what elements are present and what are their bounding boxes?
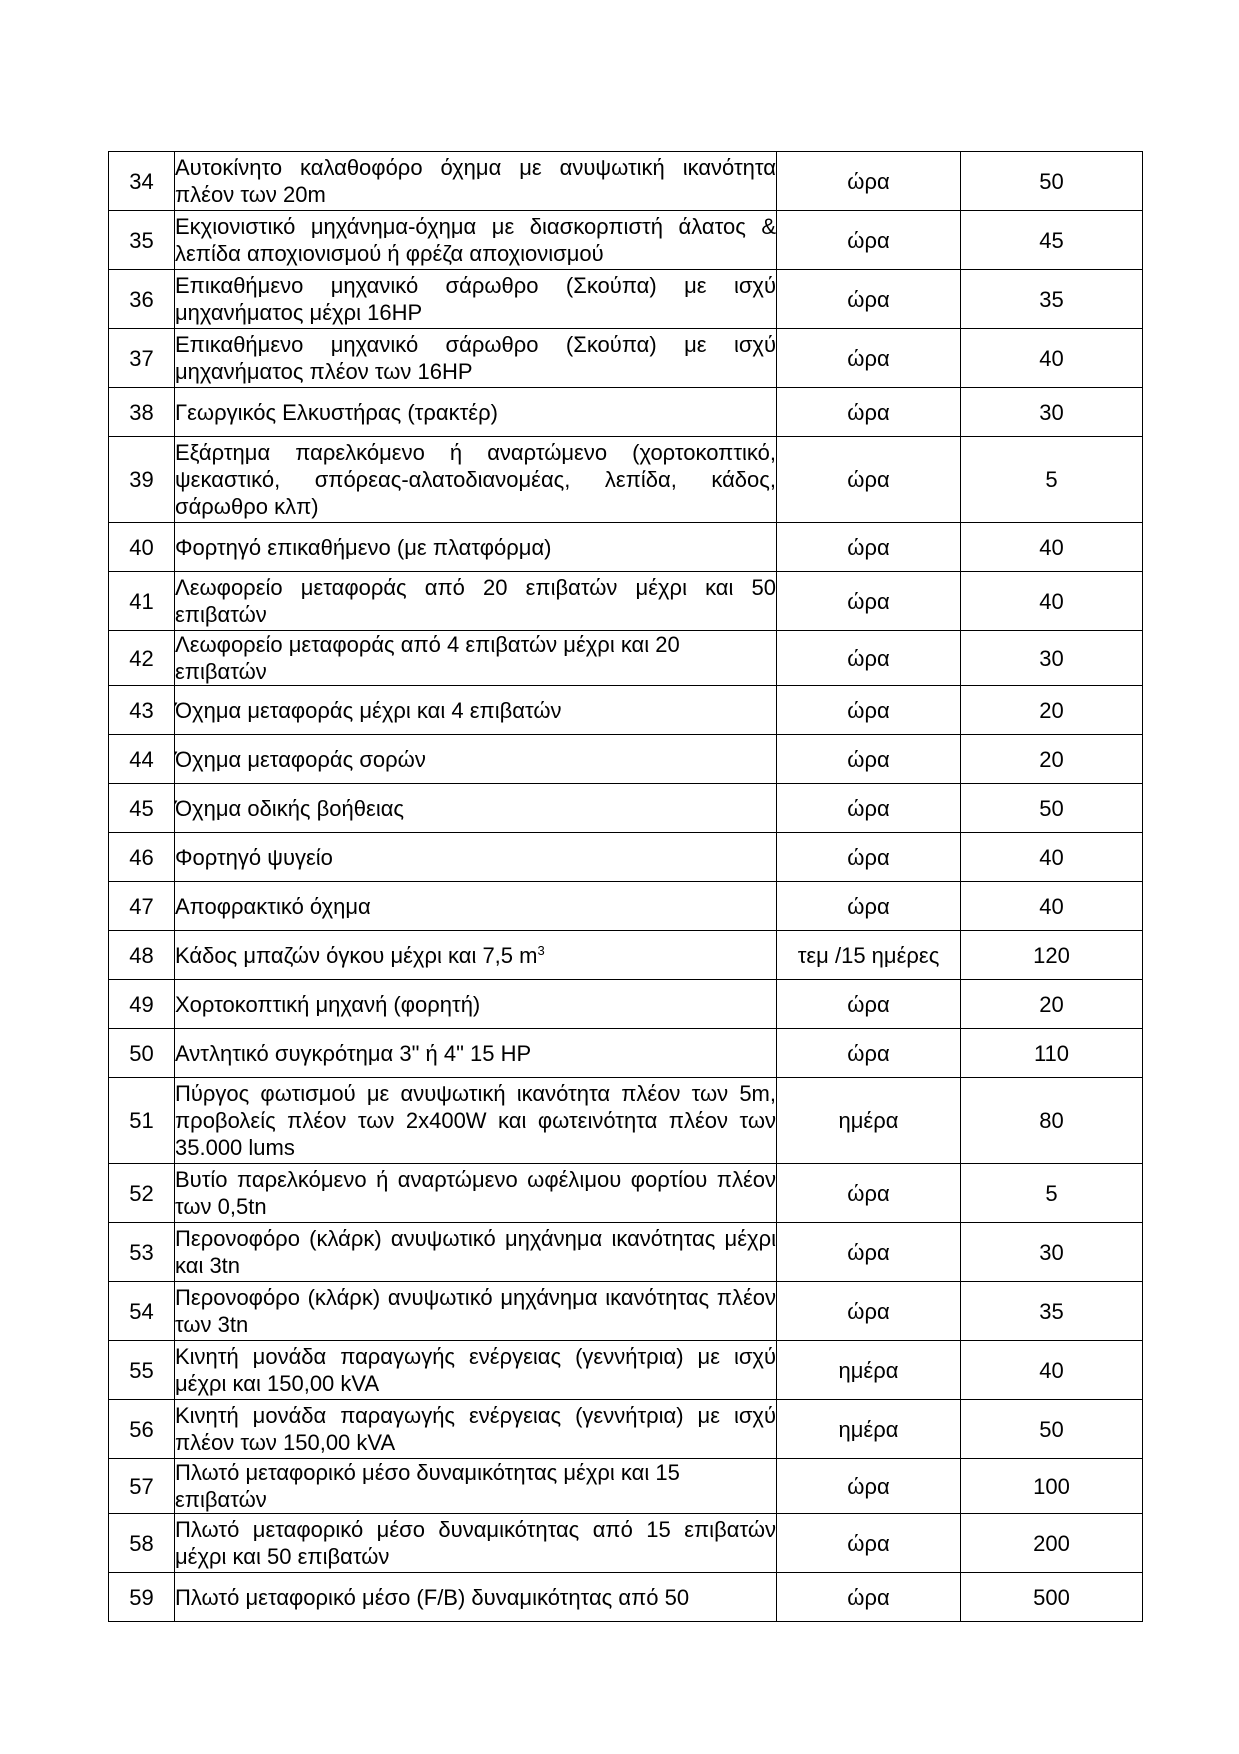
row-value: 30 [961,1223,1143,1282]
row-description-text: Περονοφόρο (κλάρκ) ανυψωτικό μηχάνημα ικανότητας πλέον των 3tn [175,1285,776,1337]
table-row [109,1223,1143,1282]
row-unit: ώρα [777,882,961,931]
table-body [109,152,1143,1622]
row-description [175,437,777,523]
table-row [109,572,1143,631]
row-unit: ώρα [777,572,961,631]
row-description-text: Περονοφόρο (κλάρκ) ανυψωτικό μηχάνημα ικανότητας μέχρι και 3tn [175,1226,776,1278]
row-number: 41 [109,572,175,631]
row-description-text: Βυτίο παρελκόμενο ή αναρτώμενο ωφέλιμου φορτίου πλέον των 0,5tn [175,1167,776,1219]
table-row [109,388,1143,437]
table-row [109,980,1143,1029]
row-unit: ώρα [777,1029,961,1078]
row-value: 50 [961,784,1143,833]
table-row [109,1282,1143,1341]
row-description [175,211,777,270]
row-description [175,1223,777,1282]
row-unit: ημέρα [777,1078,961,1164]
row-value: 80 [961,1078,1143,1164]
row-description-text: Λεωφορείο μεταφοράς από 20 επιβατών μέχρι και 50 επιβατών [175,575,776,627]
row-value: 40 [961,833,1143,882]
row-description-text: Αποφρακτικό όχημα [175,893,371,919]
row-value: 30 [961,631,1143,686]
row-value: 5 [961,437,1143,523]
row-number: 40 [109,523,175,572]
row-value: 200 [961,1514,1143,1573]
table-row [109,1078,1143,1164]
row-number: 42 [109,631,175,686]
row-description-text: Όχημα μεταφοράς μέχρι και 4 επιβατών [175,697,562,723]
row-value: 110 [961,1029,1143,1078]
row-number: 51 [109,1078,175,1164]
row-unit: ώρα [777,735,961,784]
row-number: 52 [109,1164,175,1223]
row-value: 50 [961,1400,1143,1459]
row-description-text: Κινητή μονάδα παραγωγής ενέργειας (γεννήτρια) με ισχύ πλέον των 150,00 kVA [175,1403,776,1455]
row-number: 58 [109,1514,175,1573]
row-description [175,1514,777,1573]
row-unit: ώρα [777,329,961,388]
row-unit: ώρα [777,437,961,523]
table-row [109,882,1143,931]
row-description-text: Πύργος φωτισμού με ανυψωτική ικανότητα πλέον των 5m, προβολείς πλέον των 2x400W και φωτεινότητα πλέον των 35.000 lums [175,1081,776,1160]
row-value: 40 [961,329,1143,388]
row-value: 35 [961,1282,1143,1341]
row-unit: ώρα [777,270,961,329]
table-row [109,152,1143,211]
row-unit: ώρα [777,631,961,686]
row-unit: ημέρα [777,1400,961,1459]
row-description [175,388,777,437]
row-unit: ώρα [777,686,961,735]
table-row [109,211,1143,270]
row-description [175,882,777,931]
row-unit: τεμ /15 ημέρες [777,931,961,980]
table-row [109,270,1143,329]
table-row [109,437,1143,523]
row-description [175,784,777,833]
row-unit: ώρα [777,784,961,833]
table-row [109,1341,1143,1400]
row-number: 54 [109,1282,175,1341]
row-number: 55 [109,1341,175,1400]
row-unit: ώρα [777,152,961,211]
row-description [175,1164,777,1223]
row-number: 37 [109,329,175,388]
row-description-text: Όχημα οδικής βοήθειας [175,795,405,821]
row-description [175,735,777,784]
table-row [109,1029,1143,1078]
row-description-text: Φορτηγό ψυγείο [175,844,333,870]
table-row [109,833,1143,882]
table-row [109,1573,1143,1622]
row-unit: ώρα [777,1164,961,1223]
row-description-text: Πλωτό μεταφορικό μέσο δυναμικότητας από 15 επιβατών μέχρι και 50 επιβατών [175,1517,776,1569]
row-description-text: Λεωφορείο μεταφοράς από 4 επιβατών μέχρι και 20 επιβατών [175,632,680,684]
row-number: 48 [109,931,175,980]
row-number: 38 [109,388,175,437]
table-row [109,523,1143,572]
row-number: 34 [109,152,175,211]
row-unit: ώρα [777,388,961,437]
table-row [109,1164,1143,1223]
row-number: 47 [109,882,175,931]
row-description [175,1282,777,1341]
row-description-text: Φορτηγό επικαθήμενο (με πλατφόρμα) [175,534,552,560]
row-unit: ώρα [777,523,961,572]
row-description-text: Αντλητικό συγκρότημα 3" ή 4" 15 HP [175,1040,532,1066]
row-description [175,572,777,631]
row-description-text: Κινητή μονάδα παραγωγής ενέργειας (γεννήτρια) με ισχύ μέχρι και 150,00 kVA [175,1344,776,1396]
row-description [175,1573,777,1622]
row-number: 35 [109,211,175,270]
row-unit: ώρα [777,1573,961,1622]
row-description [175,270,777,329]
row-number: 36 [109,270,175,329]
row-unit: ώρα [777,1223,961,1282]
row-unit: ημέρα [777,1341,961,1400]
table-row [109,735,1143,784]
row-description [175,329,777,388]
row-description [175,1459,777,1514]
row-number: 57 [109,1459,175,1514]
row-value: 20 [961,980,1143,1029]
row-description [175,1341,777,1400]
row-description-text: Επικαθήμενο μηχανικό σάρωθρο (Σκούπα) με ισχύ μηχανήματος πλέον των 16HP [175,332,776,384]
row-description-text: Αυτοκίνητο καλαθοφόρο όχημα με ανυψωτική ικανότητα πλέον των 20m [175,155,776,207]
table-row [109,784,1143,833]
table-row [109,631,1143,686]
row-value: 5 [961,1164,1143,1223]
row-number: 59 [109,1573,175,1622]
row-description [175,980,777,1029]
table-row [109,686,1143,735]
row-description [175,686,777,735]
row-value: 120 [961,931,1143,980]
row-number: 50 [109,1029,175,1078]
row-value: 20 [961,686,1143,735]
row-value: 500 [961,1573,1143,1622]
table-row [109,1514,1143,1573]
row-description-text: Χορτοκοπτική μηχανή (φορητή) [175,991,481,1017]
row-description [175,1078,777,1164]
row-description-text: Επικαθήμενο μηχανικό σάρωθρο (Σκούπα) με ισχύ μηχανήματος μέχρι 16HP [175,273,776,325]
row-value: 40 [961,523,1143,572]
row-unit: ώρα [777,211,961,270]
row-description [175,833,777,882]
table-row [109,931,1143,980]
row-value: 35 [961,270,1143,329]
row-description-text: Εξάρτημα παρελκόμενο ή αναρτώμενο (χορτοκοπτικό, ψεκαστικό, σπόρεας-αλατοδιανομέας, λεπίδα, κάδος, σάρωθρο κλπ) [175,440,776,519]
row-number: 53 [109,1223,175,1282]
row-description-text: Κάδος μπαζών όγκου μέχρι και 7,5 m [175,942,538,968]
row-value: 40 [961,1341,1143,1400]
row-number: 43 [109,686,175,735]
row-number: 45 [109,784,175,833]
row-description [175,1400,777,1459]
row-value: 30 [961,388,1143,437]
row-unit: ώρα [777,1282,961,1341]
row-unit: ώρα [777,1514,961,1573]
row-number: 44 [109,735,175,784]
row-unit: ώρα [777,833,961,882]
row-number: 56 [109,1400,175,1459]
row-value: 45 [961,211,1143,270]
row-description [175,523,777,572]
row-value: 40 [961,572,1143,631]
row-value: 50 [961,152,1143,211]
row-description [175,631,777,686]
row-number: 46 [109,833,175,882]
row-description-text: Πλωτό μεταφορικό μέσο (F/B) δυναμικότητας από 50 [175,1584,690,1610]
row-description [175,1029,777,1078]
table-row [109,329,1143,388]
row-unit: ώρα [777,980,961,1029]
table-row [109,1400,1143,1459]
row-description-text: Γεωργικός Ελκυστήρας (τρακτέρ) [175,399,498,425]
row-value: 100 [961,1459,1143,1514]
row-description [175,931,777,980]
row-description-text: Όχημα μεταφοράς σορών [175,746,426,772]
row-description-text: Εκχιονιστικό μηχάνημα-όχημα με διασκορπιστή άλατος & λεπίδα αποχιονισμού ή φρέζα αποχιονισμού [175,214,776,266]
row-value: 40 [961,882,1143,931]
row-unit: ώρα [777,1459,961,1514]
unit-superscript: 3 [537,942,545,958]
row-value: 20 [961,735,1143,784]
table-row [109,1459,1143,1514]
equipment-rate-table [108,151,1143,1622]
row-description [175,152,777,211]
row-number: 49 [109,980,175,1029]
row-number: 39 [109,437,175,523]
row-description-text: Πλωτό μεταφορικό μέσο δυναμικότητας μέχρι και 15 επιβατών [175,1460,680,1512]
